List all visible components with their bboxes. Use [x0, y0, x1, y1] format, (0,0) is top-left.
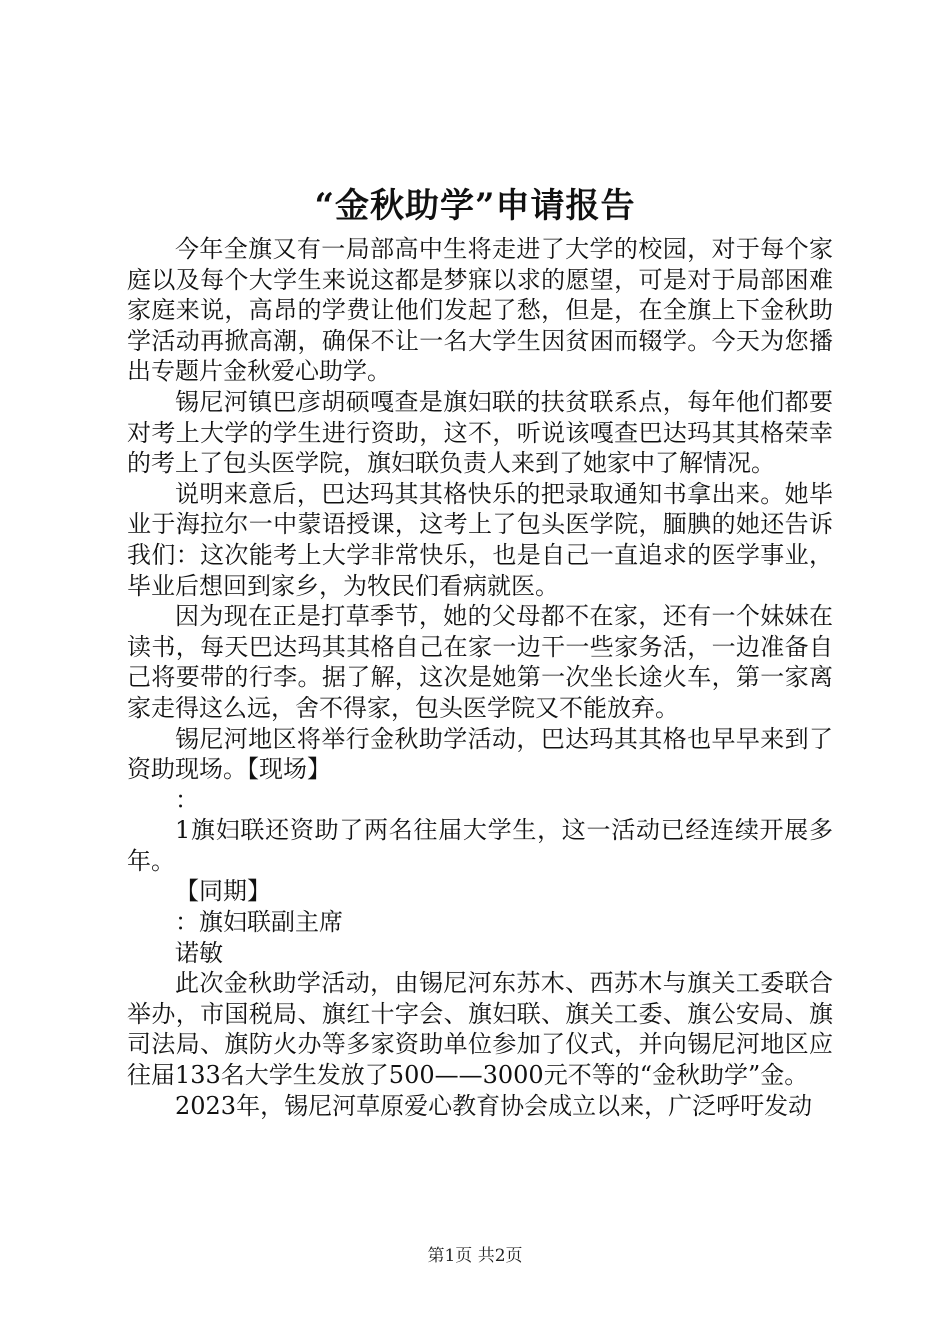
paragraph: 锡尼河镇巴彦胡硕嘎查是旗妇联的扶贫联系点，每年他们都要对考上大学的学生进行资助，这不，听说该嘎查巴达玛其其格荣幸的考上了包头医学院，旗妇联负责人来到了她家中了解情况。: [127, 387, 833, 478]
paragraph: 此次金秋助学活动，由锡尼河东苏木、西苏木与旗关工委联合举办，市国税局、旗红十字会、旗妇联、旗关工委、旗公安局、旗司法局、旗防火办等多家资助单位参加了仪式，并向锡尼河地区应往届133名大学生发放了500——3000元不等的“金秋助学”金。: [127, 969, 833, 1090]
paragraph: 锡尼河地区将举行金秋助学活动，巴达玛其其格也早早来到了资助现场。【现场】: [127, 724, 833, 784]
paragraph: 诺敏: [175, 938, 223, 967]
paragraph: 【同期】: [175, 877, 271, 906]
paragraph: 1旗妇联还资助了两名往届大学生，这一活动已经连续开展多年。: [127, 816, 833, 875]
document-body: [127, 234, 833, 1121]
paragraph: 因为现在正是打草季节，她的父母都不在家，还有一个妹妹在读书，每天巴达玛其其格自己在家一边干一些家务活，一边准备自己将要带的行李。据了解，这次是她第一次坐长途火车，第一家离家走得这么远，舍不得家，包头医学院又不能放弃。: [127, 602, 833, 722]
paragraph: 说明来意后，巴达玛其其格快乐的把录取通知书拿出来。她毕业于海拉尔一中蒙语授课，这考上了包头医学院，腼腆的她还告诉我们：这次能考上大学非常快乐，也是自己一直追求的医学事业，毕业后想回到家乡，为牧民们看病就医。: [127, 479, 833, 600]
paragraph: 今年全旗又有一局部高中生将走进了大学的校园，对于每个家庭以及每个大学生来说这都是梦寐以求的愿望，可是对于局部困难家庭来说，高昂的学费让他们发起了愁，但是，在全旗上下金秋助学活动再掀高潮，确保不让一名大学生因贫困而辍学。今天为您播出专题片金秋爱心助学。: [127, 235, 833, 386]
paragraph: ：: [175, 785, 199, 814]
paragraph: 2023年，锡尼河草原爱心教育协会成立以来，广泛呼吁发动: [175, 1091, 813, 1120]
page-footer: 第1页 共2页: [427, 1246, 523, 1266]
paragraph: ：旗妇联副主席: [175, 908, 343, 937]
document-title: “金秋助学”申请报告: [314, 186, 636, 226]
